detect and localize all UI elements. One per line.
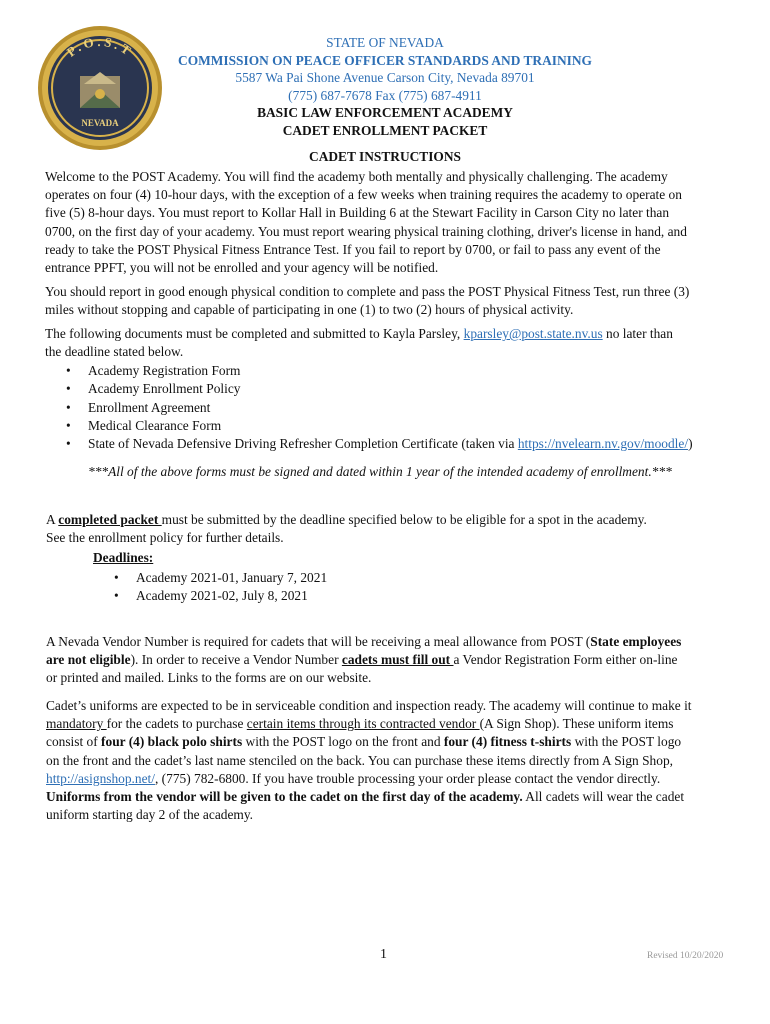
- fitness-paragraph: [45, 283, 725, 319]
- fitness-line: You should report in good enough physical condition to complete and pass the POST Physical Fitness Test, run three (3): [45, 284, 690, 299]
- svg-text:P.O.S.T: P.O.S.T: [63, 33, 137, 60]
- program-title: BASIC LAW ENFORCEMENT ACADEMY: [257, 105, 513, 120]
- deadline-item: • Academy 2021-02, July 8, 2021: [114, 587, 327, 605]
- letterhead: [160, 34, 610, 139]
- intro-paragraph: [45, 168, 725, 277]
- vendor-paragraph: A Nevada Vendor Number is required for cadets that will be receiving a meal allowance from POST (State employees are not eligible). In order to receive a Vendor Number cadets must fill out a Vendor Registration Form either on-line or printed and mailed. Links to the forms are on our website.: [46, 634, 682, 686]
- documents-paragraph: [45, 325, 725, 361]
- asignshop-link[interactable]: http://asignshop.net/: [46, 770, 155, 786]
- documents-list: [66, 362, 693, 453]
- list-item: • State of Nevada Defensive Driving Refresher Completion Certificate (taken via https://nvelearn.nv.gov/moodle/): [66, 435, 693, 453]
- fitness-line: miles without stopping and capable of participating in one (1) to two (2) hours of physical activity.: [45, 302, 574, 318]
- intro-line: five (5) 8-hour days. You must report to Kollar Hall in Building 6 at the Stewart Facility in Carson City no later than: [45, 205, 670, 221]
- agency-name: COMMISSION ON PEACE OFFICER STANDARDS AND TRAINING: [178, 52, 592, 68]
- intro-line: Welcome to the POST Academy. You will find the academy both mentally and physically challenging. The academy: [45, 169, 668, 184]
- deadline-item: • Academy 2021-01, January 7, 2021: [114, 569, 327, 587]
- completed-packet-emphasis: completed packet: [58, 512, 162, 527]
- deadlines-label: Deadlines:: [93, 550, 154, 565]
- intro-line: 0700, on the first day of your academy. You must report wearing physical training clothing, driver's license in hand, and: [45, 223, 687, 239]
- list-item: • Medical Clearance Form: [66, 417, 693, 435]
- list-item: • Academy Enrollment Policy: [66, 380, 693, 398]
- agency-address: 5587 Wa Pai Shone Avenue Carson City, Nevada 89701: [235, 70, 535, 85]
- documents-line: the deadline stated below.: [45, 344, 184, 360]
- agency-phone: (775) 687-7678 Fax (775) 687-4911: [288, 87, 482, 103]
- packet-paragraph: A completed packet must be submitted by the deadline specified below to be eligible for a spot in the academy. See the enrollment policy for further details.: [46, 512, 647, 546]
- intro-line: ready to take the POST Physical Fitness Entrance Test. If you fail to report by 0700, or fail to pass any event of the: [45, 241, 661, 257]
- list-item: • Enrollment Agreement: [66, 399, 693, 417]
- intro-line: entrance PPFT, you will not be enrolled and your agency will be notified.: [45, 260, 439, 276]
- list-item: • Academy Registration Form: [66, 362, 693, 380]
- moodle-link[interactable]: https://nvelearn.nv.gov/moodle/: [517, 436, 689, 452]
- forms-note: ***All of the above forms must be signed and dated within 1 year of the intended academy of enrollment.***: [88, 464, 672, 479]
- page-number: 1: [380, 947, 387, 962]
- uniform-paragraph: Cadet’s uniforms are expected to be in serviceable condition and inspection ready. The academy will continue to make it mandatory for the cadets to purchase certain items through its contracted vendor (A Sign Shop). These uniform items consist of four (4) black polo shirts with the POST logo on the front and four (4) fitness t-shirts with the POST logo on the front and the cadet’s last name stenciled on the back. You can purchase these items directly from A Sign Shop, http://asignshop.net/, (775) 782-6800. If you have trouble processing your order please contact the vendor directly. Uniforms from the vendor will be given to the cadet on the first day of the academy. All cadets will wear the cadet uniform starting day 2 of the academy.: [46, 698, 692, 823]
- email-link[interactable]: kparsley@post.state.nv.us: [463, 326, 603, 341]
- intro-line: operates on four (4) 10-hour days, with the exception of a few weeks when training requires the academy to operate on: [45, 187, 682, 203]
- state-name: STATE OF NEVADA: [326, 35, 444, 50]
- svg-text:NEVADA: NEVADA: [81, 118, 119, 128]
- documents-line: The following documents must be completed and submitted to Kayla Parsley, kparsley@post.state.nv.us no later than: [45, 326, 673, 341]
- packet-title: CADET ENROLLMENT PACKET: [282, 122, 488, 138]
- deadlines-list: [114, 569, 327, 606]
- section-title: CADET INSTRUCTIONS: [309, 149, 461, 164]
- revision-date: Revised 10/20/2020: [647, 951, 724, 961]
- post-seal-logo: [30, 18, 170, 158]
